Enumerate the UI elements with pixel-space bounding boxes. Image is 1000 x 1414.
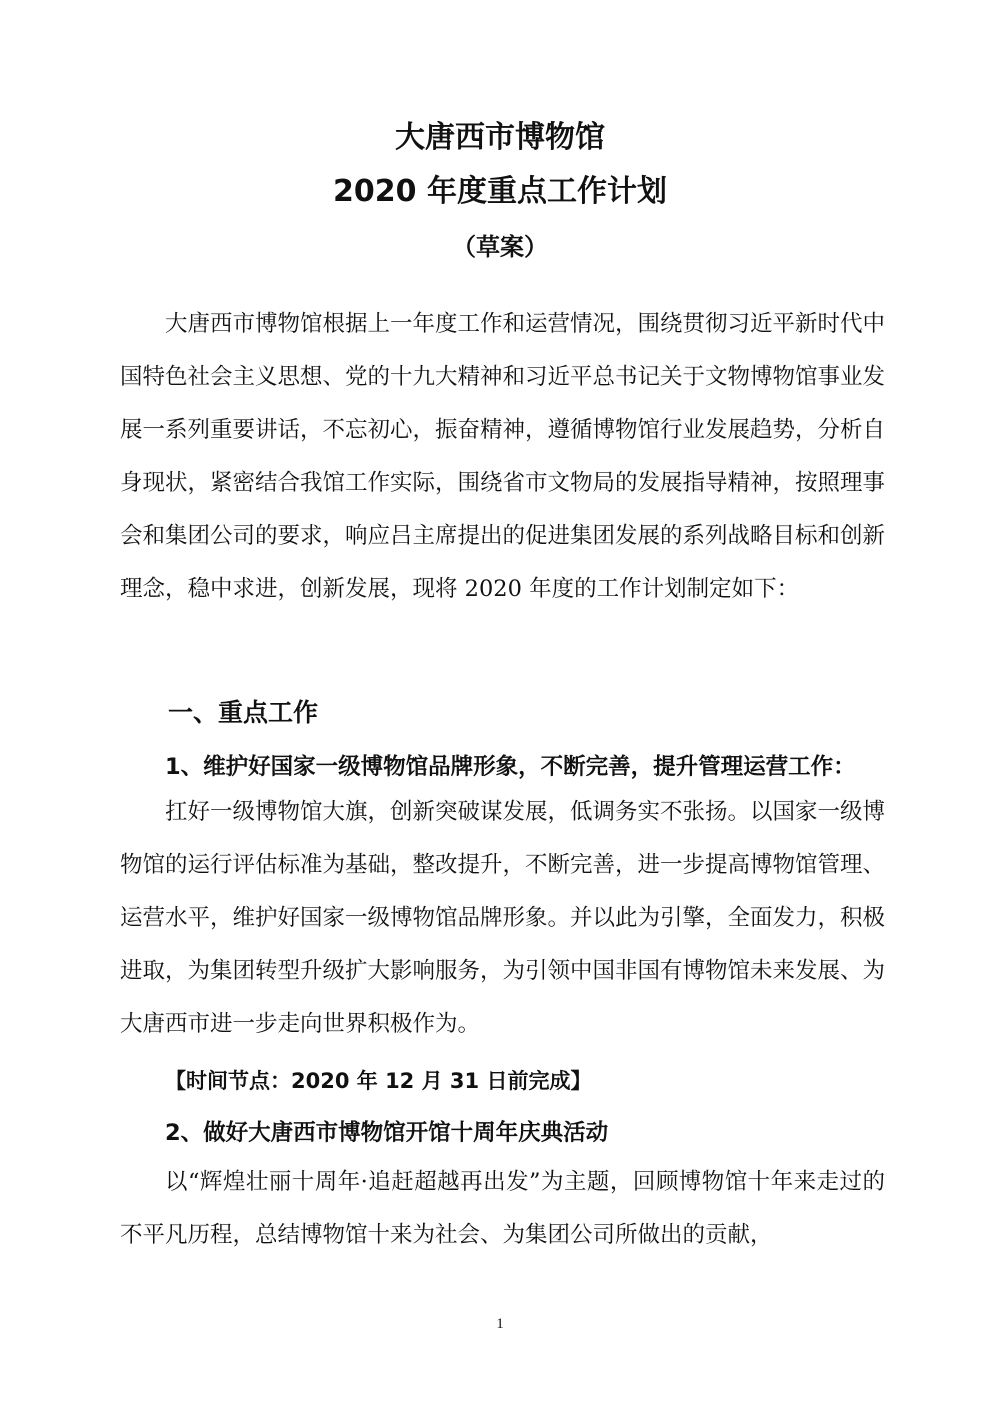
document-title: 大唐西市博物馆 [395, 120, 605, 155]
item-1-time-node: 【时间节点：2020 年 12 月 31 日前完成】 [165, 1069, 592, 1093]
section-heading-key-work: 一、重点工作 [168, 698, 319, 727]
document-subtitle: 2020 年度重点工作计划 [333, 174, 667, 209]
intro-paragraph: 大唐西市博物馆根据上一年度工作和运营情况，围绕贯彻习近平新时代中国特色社会主义思想、党的十九大精神和习近平总书记关于文物博物馆事业发展一系列重要讲话，不忘初心，振奋精神，遵循博物馆行业发展趋势，分析自身现状，紧密结合我馆工作实际，围绕省市文物局的发展指导精神，按照理事会和集团公司的要求，响应吕主席提出的促进集团发展的系列战略目标和创新理念，稳中求进，创新发展，现将 2020 年度的工作计划制定如下： [120, 311, 886, 602]
draft-label: （草案） [452, 233, 548, 261]
item-2-paragraph: 以“辉煌壮丽十周年·追赶超越再出发”为主题，回顾博物馆十年来走过的不平凡历程，总结博物馆十来为社会、为集团公司所做出的贡献， [120, 1169, 885, 1248]
item-2-heading: 2、做好大唐西市博物馆开馆十周年庆典活动 [165, 1120, 609, 1146]
page-number: 1 [496, 1316, 504, 1332]
item-1-paragraph: 扛好一级博物馆大旗，创新突破谋发展，低调务实不张扬。以国家一级博物馆的运行评估标准为基础，整改提升，不断完善，进一步提高博物馆管理、运营水平，维护好国家一级博物馆品牌形象。并以此为引擎，全面发力，积极进取，为集团转型升级扩大影响服务，为引领中国非国有博物馆未来发展、为大唐西市进一步走向世界积极作为。 [120, 799, 886, 1037]
item-1-heading: 1、维护好国家一级博物馆品牌形象，不断完善，提升管理运营工作： [165, 754, 856, 780]
